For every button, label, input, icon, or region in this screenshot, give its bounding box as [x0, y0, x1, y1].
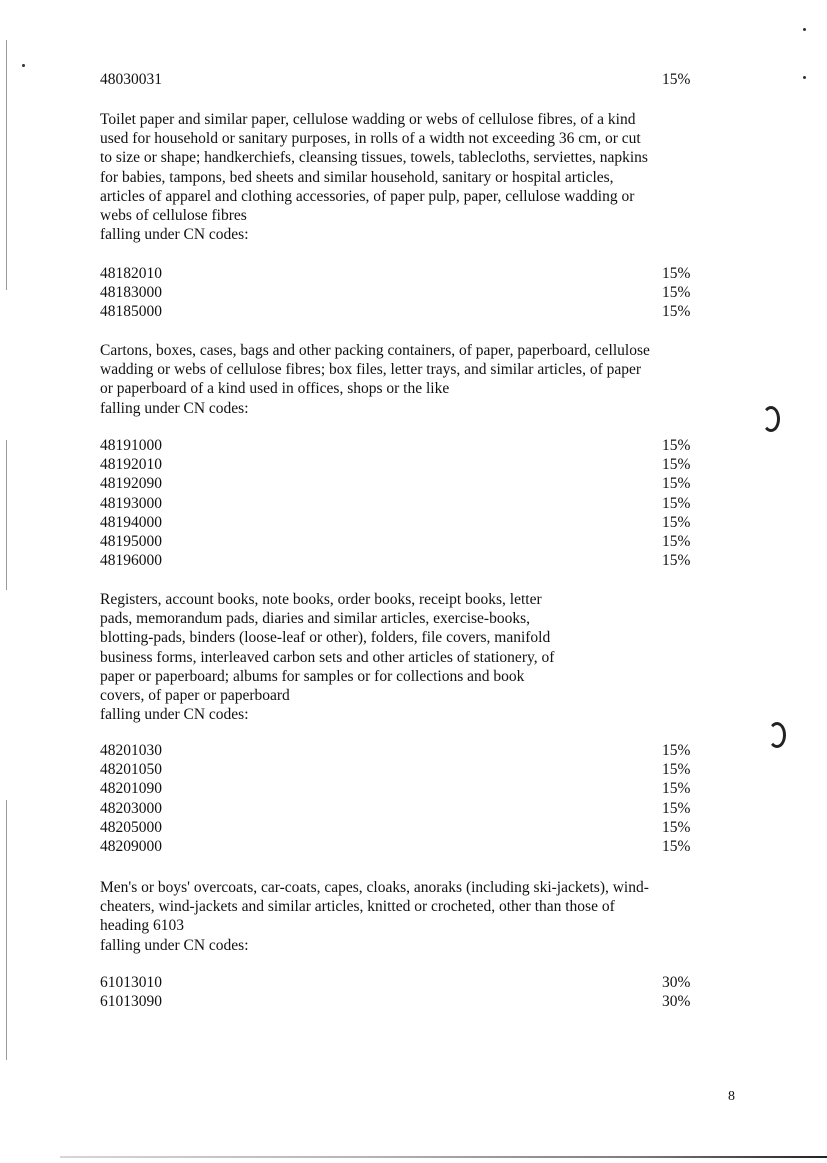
table-row — [100, 532, 702, 551]
section-mens-overcoats — [100, 878, 702, 955]
duty-rate: 15% — [662, 456, 691, 474]
duty-rate: 15% — [662, 780, 691, 798]
cn-code: 61013010 — [100, 974, 162, 991]
page-number: 8 — [728, 1089, 735, 1104]
cn-code: 48205000 — [100, 818, 162, 836]
cn-code: 48030031 — [100, 71, 162, 88]
table-row — [100, 992, 702, 1011]
section-description — [100, 878, 702, 955]
cn-code: 48192010 — [100, 456, 162, 474]
description-line: cheaters, wind-jackets and similar articles, knitted or crocheted, other than those of — [100, 898, 615, 916]
duty-rate: 15% — [662, 437, 691, 454]
description-line: wadding or webs of cellulose fibres; box files, letter trays, and similar articles, of paper — [100, 361, 642, 379]
cn-code: 48191000 — [100, 437, 162, 454]
duty-rate: 15% — [662, 303, 691, 321]
description-line: falling under CN codes: — [100, 399, 249, 417]
cn-code: 48182010 — [100, 265, 162, 282]
duty-rate: 15% — [662, 265, 691, 282]
cn-code: 48203000 — [100, 799, 162, 817]
duty-rate: 15% — [662, 552, 691, 570]
header-tariff-row — [100, 70, 702, 89]
cn-code: 48201090 — [100, 780, 162, 798]
cn-code: 48185000 — [100, 303, 162, 321]
description-line: pads, memorandum pads, diaries and similar articles, exercise-books, — [100, 610, 530, 628]
table-row — [100, 837, 702, 856]
scan-speck — [803, 28, 806, 31]
duty-rate: 15% — [662, 513, 691, 531]
table-row — [100, 436, 702, 455]
code-table — [100, 264, 702, 322]
table-row — [100, 513, 702, 532]
table-row — [100, 741, 702, 760]
description-line: blotting-pads, binders (loose-leaf or other), folders, file covers, manifold — [100, 629, 551, 647]
table-row — [100, 760, 702, 779]
table-row — [100, 264, 702, 283]
description-line: falling under CN codes: — [100, 936, 249, 954]
description-line: webs of cellulose fibres — [100, 207, 247, 225]
scan-edge-line — [6, 800, 7, 1060]
duty-rate: 15% — [662, 742, 691, 759]
cn-code: 48193000 — [100, 494, 162, 512]
description-line: paper or paperboard; albums for samples or for collections and book — [100, 667, 525, 685]
cn-code: 48209000 — [100, 837, 162, 855]
description-line: heading 6103 — [100, 917, 184, 935]
code-table — [100, 436, 702, 570]
description-line: business forms, interleaved carbon sets and other articles of stationery, of — [100, 648, 555, 666]
description-line: covers, of paper or paperboard — [100, 687, 290, 705]
table-row — [100, 551, 702, 570]
table-row — [100, 455, 702, 474]
description-line: used for household or sanitary purposes, in rolls of a width not exceeding 36 cm, or cut — [100, 130, 641, 148]
table-row — [100, 494, 702, 513]
section-description — [100, 590, 702, 724]
description-line: for babies, tampons, bed sheets and similar household, sanitary or hospital articles, — [100, 168, 614, 186]
code-table — [100, 973, 702, 1011]
description-line: Cartons, boxes, cases, bags and other packing containers, of paper, paperboard, cellulose — [100, 342, 650, 359]
duty-rate: 15% — [662, 475, 691, 493]
scan-edge-line — [6, 440, 7, 590]
punch-hole-mark — [762, 406, 780, 432]
description-line: falling under CN codes: — [100, 706, 249, 724]
duty-rate: 15% — [662, 494, 691, 512]
duty-rate: 15% — [662, 284, 691, 302]
description-line: Toilet paper and similar paper, cellulose wadding or webs of cellulose fibres, of a kind — [100, 111, 636, 128]
section-description — [100, 110, 702, 244]
duty-rate: 15% — [662, 71, 691, 88]
cn-code: 48201030 — [100, 742, 162, 759]
scan-edge-line — [6, 40, 7, 290]
cn-code: 48183000 — [100, 284, 162, 302]
table-row — [100, 818, 702, 837]
scan-speck — [22, 64, 25, 67]
description-line: articles of apparel and clothing accessories, of paper pulp, paper, cellulose wadding or — [100, 187, 635, 205]
cn-code: 61013090 — [100, 993, 162, 1011]
cn-code: 48201050 — [100, 761, 162, 779]
duty-rate: 15% — [662, 818, 691, 836]
cn-code: 48194000 — [100, 513, 162, 531]
duty-rate: 15% — [662, 837, 691, 855]
section-description — [100, 341, 702, 418]
cn-code: 48192090 — [100, 475, 162, 493]
duty-rate: 15% — [662, 532, 691, 550]
table-row — [100, 474, 702, 493]
section-registers-stationery — [100, 590, 702, 724]
description-line: Men's or boys' overcoats, car-coats, capes, cloaks, anoraks (including ski-jackets), wind- — [100, 879, 649, 896]
table-row — [100, 973, 702, 992]
scan-bottom-edge — [60, 1156, 827, 1158]
cn-code: 48196000 — [100, 552, 162, 570]
duty-rate: 15% — [662, 761, 691, 779]
section-cartons-boxes — [100, 341, 702, 418]
duty-rate: 30% — [662, 974, 691, 991]
description-line: falling under CN codes: — [100, 226, 249, 244]
description-line: to size or shape; handkerchiefs, cleansing tissues, towels, tablecloths, serviettes, napkins — [100, 149, 648, 167]
duty-rate: 15% — [662, 799, 691, 817]
code-table — [100, 741, 702, 856]
scan-speck — [803, 76, 806, 79]
duty-rate: 30% — [662, 993, 691, 1011]
table-row — [100, 779, 702, 798]
table-row — [100, 302, 702, 321]
table-row — [100, 799, 702, 818]
table-row — [100, 283, 702, 302]
cn-code: 48195000 — [100, 532, 162, 550]
section-toilet-paper — [100, 110, 702, 244]
description-line: Registers, account books, note books, order books, receipt books, letter — [100, 591, 542, 608]
description-line: or paperboard of a kind used in offices, shops or the like — [100, 380, 450, 398]
punch-hole-mark — [768, 722, 786, 748]
